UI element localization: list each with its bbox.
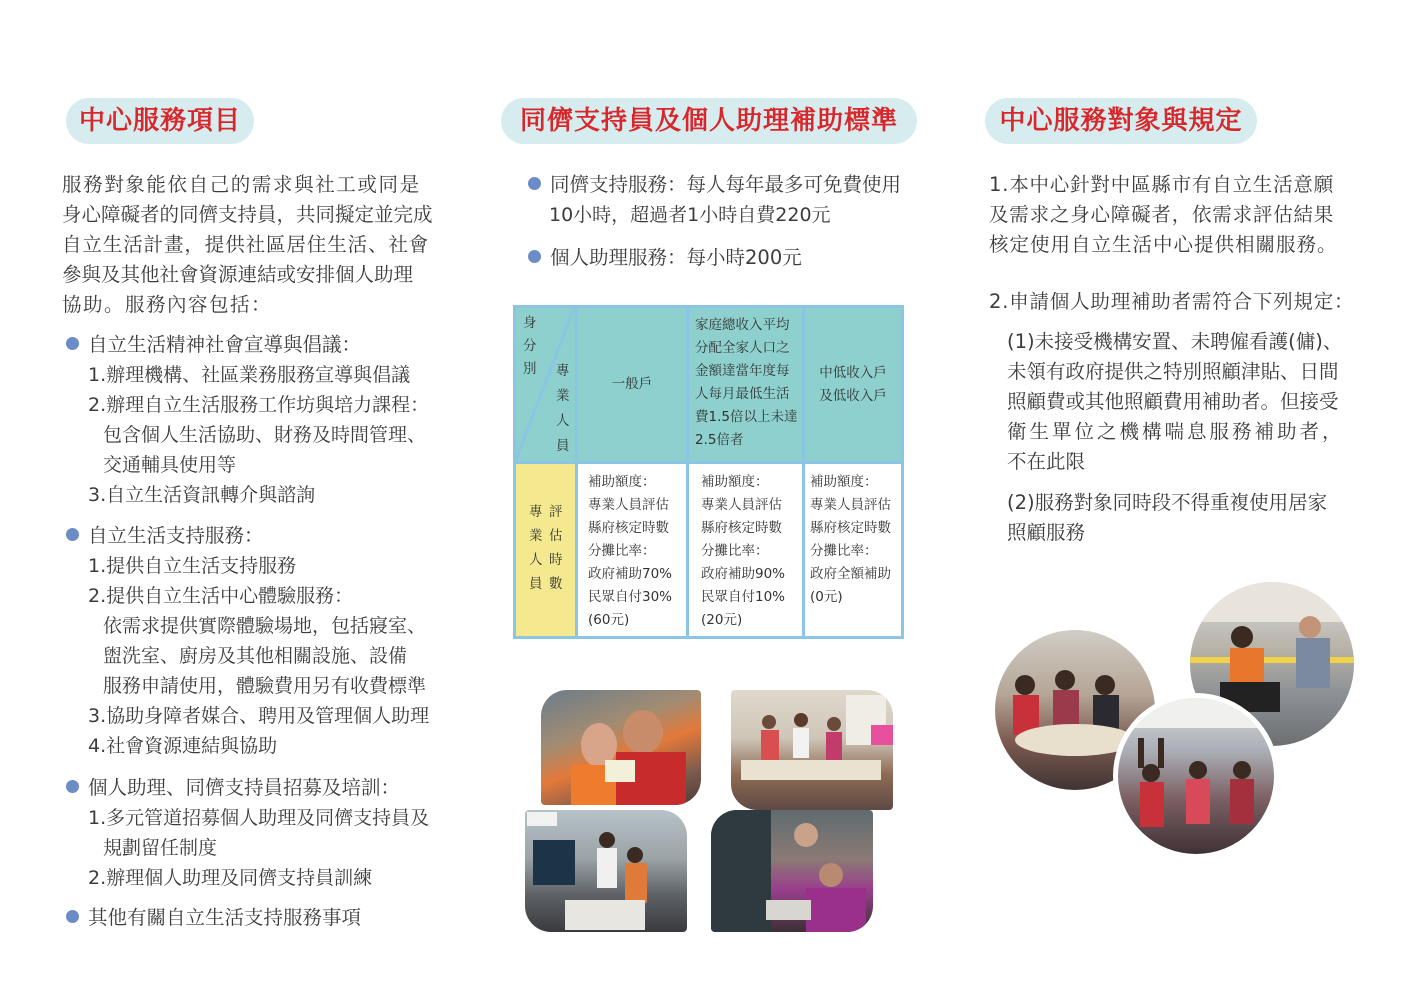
table-divider xyxy=(802,308,805,636)
bullet-text: 個人助理服務：每小時200元 xyxy=(550,246,802,269)
rule-2a-line: 衛生單位之機構喘息服務補助者， xyxy=(1007,420,1345,443)
list-item: 交通輔具使用等 xyxy=(103,454,237,476)
bullet-peer-support xyxy=(528,170,901,200)
list-item: 服務申請使用，體驗費用另有收費標準 xyxy=(103,675,427,697)
subsidy-table xyxy=(513,305,904,639)
intro-line: 服務對象能依自己的需求與社工或同是 xyxy=(62,173,421,196)
photo-peer-consultation xyxy=(541,690,701,805)
bullet-support xyxy=(66,521,264,551)
bullet-title: 個人助理、同儕支持員招募及培訓： xyxy=(88,776,401,799)
list-item: 3.協助身障者媒合、聘用及管理個人助理 xyxy=(88,705,430,727)
list-item: 2.提供自立生活中心體驗服務： xyxy=(88,585,354,607)
list-item: 4.社會資源連結與協助 xyxy=(88,735,278,757)
list-item: 盥洗室、廚房及其他相關設施、設備 xyxy=(103,645,408,667)
intro-line: 身心障礙者的同儕支持員，共同擬定並完成 xyxy=(62,203,433,226)
bullet-dot-icon xyxy=(528,177,541,190)
bullet-advocacy xyxy=(66,330,361,360)
rule-2a-line: 照顧費或其他照顧費用補助者。但接受 xyxy=(1007,390,1339,413)
list-item: 依需求提供實際體驗場地，包括寢室、 xyxy=(103,615,427,637)
table-corner-cell xyxy=(516,308,575,461)
table-divider xyxy=(686,308,689,636)
rule-2-title: 2.申請個人助理補助者需符合下列規定： xyxy=(989,290,1355,313)
bullet-recruitment xyxy=(66,773,400,803)
rule-1-line: 核定使用自立生活中心提供相關服務。 xyxy=(989,233,1338,256)
photo-group-meeting xyxy=(731,690,893,810)
rule-2a-line: 不在此限 xyxy=(1007,450,1086,473)
list-item: 1.多元管道招募個人助理及同儕支持員及 xyxy=(88,807,430,829)
list-item: 包含個人生活協助、財務及時間管理、 xyxy=(103,424,427,446)
bullet-dot-icon xyxy=(66,337,79,350)
bullet-title: 自立生活支持服務： xyxy=(88,524,264,547)
bullet-dot-icon xyxy=(66,780,79,793)
corner-bottom-label: 專 業 人 員 xyxy=(556,363,570,454)
corner-top-label: 身 分 別 xyxy=(523,315,537,377)
photo-stretching-exercise xyxy=(1113,693,1279,859)
list-item: 3.自立生活資訊轉介與諮詢 xyxy=(88,484,316,506)
list-item: 規劃留任制度 xyxy=(103,837,218,859)
section-heading-services: 中心服務項目 xyxy=(66,98,254,144)
table-divider xyxy=(516,461,901,464)
table-cell-income: 補助額度： 專業人員評估 縣府核定時數 分攤比率： 政府補助90% 民眾自付10% (20元) xyxy=(701,474,786,628)
rule-2b-line: (2)服務對象同時段不得重複使用居家 xyxy=(1007,491,1328,514)
bullet-dot-icon xyxy=(66,910,79,923)
intro-line: 協助。服務內容包括： xyxy=(62,293,273,316)
table-cell-low-income: 補助額度： 專業人員評估 縣府核定時數 分攤比率： 政府全額補助 (0元) xyxy=(810,474,891,605)
table-header-low-income: 中低收入戶 及低收入戶 xyxy=(805,308,901,461)
rule-2b-line: 照顧服務 xyxy=(1007,521,1086,544)
table-header-income: 家庭總收入平均 分配全家人口之 金額達當年度每 人每月最低生活 費1.5倍以上未達 2.5倍者 xyxy=(689,308,802,461)
bullet-title: 其他有關自立生活支持服務事項 xyxy=(88,906,362,929)
bullet-personal-assistant xyxy=(528,243,802,273)
rule-2a-line: 未領有政府提供之特別照顧津貼、日間 xyxy=(1007,360,1339,383)
table-row-label: 專 業 人 員 評 估 時 數 xyxy=(516,464,575,636)
table-header-general: 一般戶 xyxy=(578,308,686,461)
list-item: 2.辦理個人助理及同儕支持員訓練 xyxy=(88,867,373,889)
intro-line: 自立生活計畫，提供社區居住生活、社會 xyxy=(62,233,430,256)
table-divider xyxy=(575,308,578,636)
photo-exhibition xyxy=(525,810,687,932)
bullet-other xyxy=(66,903,361,933)
bullet-title: 自立生活精神社會宣導與倡議： xyxy=(88,333,362,356)
section-heading-eligibility: 中心服務對象與規定 xyxy=(985,98,1257,144)
rule-1-line: 1.本中心針對中區縣市有自立生活意願 xyxy=(989,173,1335,196)
rule-2a-line: (1)未接受機構安置、未聘僱看護(傭)、 xyxy=(1007,330,1343,353)
section-heading-subsidy: 同儕支持員及個人助理補助標準 xyxy=(501,98,917,144)
photo-computer-class xyxy=(711,810,873,932)
bullet-dot-icon xyxy=(528,250,541,263)
list-item: 1.辦理機構、社區業務服務宣導與倡議 xyxy=(88,364,411,386)
list-item: 2.辦理自立生活服務工作坊與培力課程： xyxy=(88,394,430,416)
rule-1-line: 及需求之身心障礙者，依需求評估結果 xyxy=(989,203,1335,226)
table-cell-general: 補助額度： 專業人員評估 縣府核定時數 分攤比率： 政府補助70% 民眾自付30% (60元) xyxy=(588,474,673,628)
bullet-text: 同儕支持服務：每人每年最多可免費使用 xyxy=(550,173,902,196)
bullet-dot-icon xyxy=(66,528,79,541)
intro-line: 參與及其他社會資源連結或安排個人助理 xyxy=(62,263,414,286)
bullet-text-cont: 10小時，超過者1小時自費220元 xyxy=(549,204,831,226)
list-item: 1.提供自立生活支持服務 xyxy=(88,555,297,577)
